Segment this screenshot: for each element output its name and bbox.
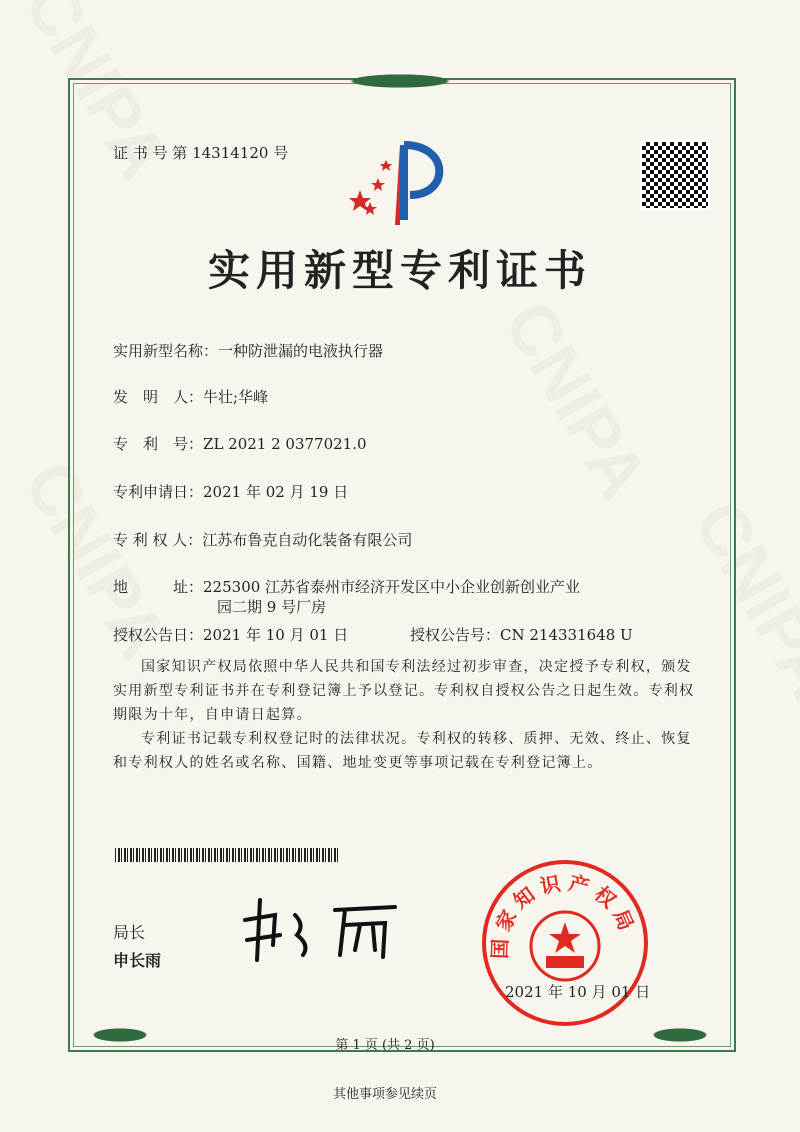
paragraph-grant: 国家知识产权局依照中华人民共和国专利法经过初步审查，决定授予专利权，颁发实用新型专利证书并在专利登记簿上予以登记。专利权自授权公告之日起生效。专利权期限为十年，自申请日起算。 [113,659,695,723]
field-address-line2: 园二期 9 号厂房 [217,598,327,616]
qr-code[interactable] [640,140,710,210]
field-grant-pub-number: 授权公告号：CN 214331648 U [410,626,633,644]
svg-text:国家知识产权局: 国家知识产权局 [487,870,641,960]
field-application-date: 专利申请日：2021 年 02 月 19 日 [113,483,349,501]
field-utility-model-name: 实用新型名称：一种防泄漏的电液执行器 [113,342,384,360]
cnipa-logo [340,140,460,230]
field-patentee: 专 利 权 人：江苏布鲁克自动化装备有限公司 [113,531,413,549]
certificate-number: 证 书 号 第 14314120 号 [113,144,289,162]
field-patent-number: 专 利 号：ZL 2021 2 0377021.0 [113,435,367,453]
field-inventor: 发 明 人：牛壮;华峰 [113,388,269,406]
director-name: 申长雨 [113,951,162,970]
director-signature [235,895,415,965]
paragraph-legal-status: 专利证书记载专利权登记时的法律状况。专利权的转移、质押、无效、终止、恢复和专利权人的姓名或名称、国籍、地址变更等事项记载在专利登记簿上。 [113,731,692,771]
seal-date: 2021 年 10 月 01 日 [505,983,651,1001]
continuation-note: 其他事项参见续页 [332,1087,437,1102]
page-info: 第 1 页 (共 2 页) [335,1038,435,1053]
certificate-title: 实用新型专利证书 [207,246,592,295]
field-address: 地 址：225300 江苏省泰州市经济开发区中小企业创新创业产业 [113,578,581,596]
barcode [115,848,340,862]
top-ornament [290,66,510,96]
field-grant-date: 授权公告日：2021 年 10 月 01 日 [113,626,349,644]
director-title: 局长 [113,923,146,942]
